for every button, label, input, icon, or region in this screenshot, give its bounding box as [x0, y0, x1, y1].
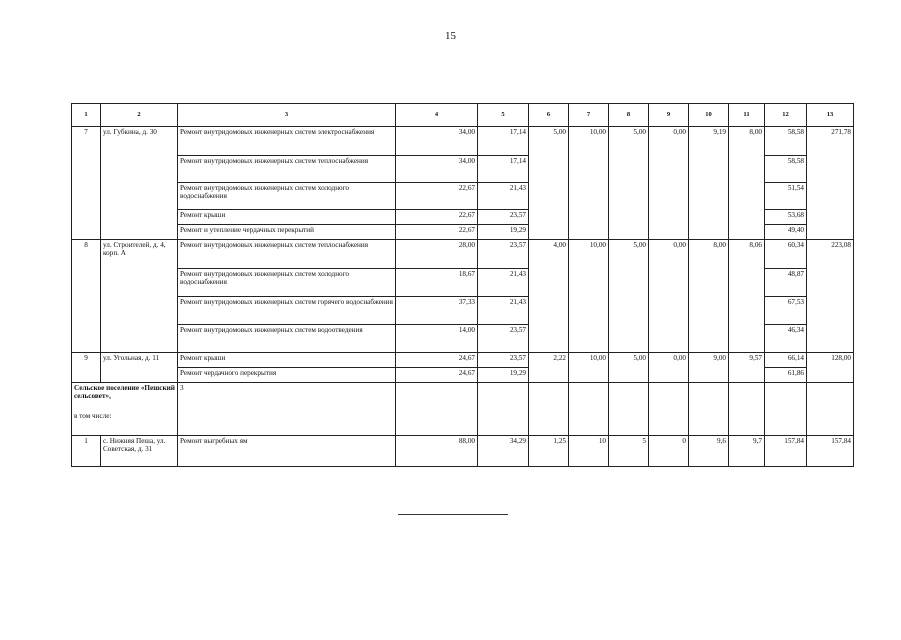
- section-row: [72, 383, 854, 436]
- work-cell: Ремонт крыши: [178, 210, 396, 225]
- value-cell: 23,57: [478, 240, 529, 269]
- total-cell: 223,08: [807, 240, 854, 353]
- row-number: 1: [72, 436, 101, 467]
- col-header: 9: [649, 104, 689, 127]
- work-cell: Ремонт чердачного перекрытия: [178, 368, 396, 383]
- col-header: 3: [178, 104, 396, 127]
- value-cell: 0,00: [649, 240, 689, 353]
- value-cell: 46,34: [765, 325, 807, 353]
- value-cell: 8,06: [729, 240, 765, 353]
- value-cell: 48,87: [765, 269, 807, 297]
- table-row: [72, 127, 854, 156]
- value-cell: 18,67: [396, 269, 478, 297]
- work-cell: Ремонт внутридомовых инженерных систем водоотведения: [178, 325, 396, 353]
- value-cell: 34,00: [396, 156, 478, 183]
- value-cell: 22,67: [396, 210, 478, 225]
- work-cell: Ремонт внутридомовых инженерных систем электроснабжения: [178, 127, 396, 156]
- table-row: [72, 240, 854, 269]
- value-cell: 23,57: [478, 210, 529, 225]
- value-cell: 9,57: [729, 353, 765, 383]
- value-cell: 60,34: [765, 240, 807, 269]
- repair-schedule-table: [71, 103, 854, 467]
- value-cell: 49,40: [765, 225, 807, 240]
- value-cell: 66,14: [765, 353, 807, 368]
- address-cell: ул. Губкина, д. 30: [101, 127, 178, 240]
- section-cell: [72, 383, 178, 436]
- value-cell: 22,67: [396, 225, 478, 240]
- value-cell: 22,67: [396, 183, 478, 210]
- value-cell: 88,00: [396, 436, 478, 467]
- value-cell: 8,00: [689, 240, 729, 353]
- value-cell: 28,00: [396, 240, 478, 269]
- value-cell: 24,67: [396, 353, 478, 368]
- value-cell: 53,68: [765, 210, 807, 225]
- value-cell: 9,6: [689, 436, 729, 467]
- row-number: 7: [72, 127, 101, 240]
- col-header: 2: [101, 104, 178, 127]
- value-cell: 21,43: [478, 269, 529, 297]
- col-header: 12: [765, 104, 807, 127]
- work-cell: Ремонт внутридомовых инженерных систем горячего водоснабжения: [178, 297, 396, 325]
- value-cell: 21,43: [478, 183, 529, 210]
- value-cell: 4,00: [529, 240, 569, 353]
- section-col3: 3: [178, 383, 396, 436]
- work-cell: Ремонт внутридомовых инженерных систем теплоснабжения: [178, 240, 396, 269]
- total-cell: 157,84: [807, 436, 854, 467]
- value-cell: 9,00: [689, 353, 729, 383]
- value-cell: 23,57: [478, 325, 529, 353]
- value-cell: 1,25: [529, 436, 569, 467]
- work-cell: Ремонт крыши: [178, 353, 396, 368]
- value-cell: 58,58: [765, 156, 807, 183]
- value-cell: 58,58: [765, 127, 807, 156]
- table-row: [72, 436, 854, 467]
- value-cell: 157,84: [765, 436, 807, 467]
- value-cell: 19,29: [478, 368, 529, 383]
- address-cell: ул. Строителей, д. 4, корп. А: [101, 240, 178, 353]
- value-cell: 2,22: [529, 353, 569, 383]
- col-header: 6: [529, 104, 569, 127]
- value-cell: 5: [609, 436, 649, 467]
- value-cell: 10,00: [569, 353, 609, 383]
- work-cell: Ремонт внутридомовых инженерных систем холодного водоснабжения: [178, 269, 396, 297]
- section-including: в том числе:: [74, 411, 112, 420]
- col-header: 8: [609, 104, 649, 127]
- value-cell: 17,14: [478, 127, 529, 156]
- value-cell: 0,00: [649, 127, 689, 240]
- col-header: 13: [807, 104, 854, 127]
- value-cell: 14,00: [396, 325, 478, 353]
- value-cell: 5,00: [609, 127, 649, 240]
- value-cell: 17,14: [478, 156, 529, 183]
- work-cell: Ремонт выгребных ям: [178, 436, 396, 467]
- value-cell: 21,43: [478, 297, 529, 325]
- value-cell: 23,57: [478, 353, 529, 368]
- row-number: 9: [72, 353, 101, 383]
- col-header: 7: [569, 104, 609, 127]
- address-cell: ул. Угольная, д. 11: [101, 353, 178, 383]
- value-cell: 24,67: [396, 368, 478, 383]
- value-cell: 37,33: [396, 297, 478, 325]
- col-header: 4: [396, 104, 478, 127]
- value-cell: 10,00: [569, 127, 609, 240]
- address-cell: с. Нижняя Пеша, ул. Советская, д. 31: [101, 436, 178, 467]
- value-cell: 10: [569, 436, 609, 467]
- col-header: 1: [72, 104, 101, 127]
- value-cell: 61,86: [765, 368, 807, 383]
- value-cell: 5,00: [609, 240, 649, 353]
- value-cell: 5,00: [609, 353, 649, 383]
- value-cell: 8,00: [729, 127, 765, 240]
- header-row: [72, 104, 854, 127]
- work-cell: Ремонт внутридомовых инженерных систем холодного водоснабжения: [178, 183, 396, 210]
- col-header: 10: [689, 104, 729, 127]
- value-cell: 10,00: [569, 240, 609, 353]
- total-cell: 128,00: [807, 353, 854, 383]
- value-cell: 34,29: [478, 436, 529, 467]
- value-cell: 5,00: [529, 127, 569, 240]
- table-row: [72, 353, 854, 368]
- value-cell: 19,29: [478, 225, 529, 240]
- col-header: 5: [478, 104, 529, 127]
- work-cell: Ремонт внутридомовых инженерных систем теплоснабжения: [178, 156, 396, 183]
- col-header: 11: [729, 104, 765, 127]
- row-number: 8: [72, 240, 101, 353]
- total-cell: 271,78: [807, 127, 854, 240]
- footer-divider: [398, 514, 508, 515]
- value-cell: 9,7: [729, 436, 765, 467]
- work-cell: Ремонт и утепление чердачных перекрытий: [178, 225, 396, 240]
- value-cell: 0,00: [649, 353, 689, 383]
- value-cell: 51,54: [765, 183, 807, 210]
- value-cell: 67,53: [765, 297, 807, 325]
- page-number: 15: [445, 30, 456, 42]
- section-title: Сельское поселение «Пешский сельсовет»,: [74, 384, 175, 401]
- value-cell: 9,19: [689, 127, 729, 240]
- value-cell: 34,00: [396, 127, 478, 156]
- value-cell: 0: [649, 436, 689, 467]
